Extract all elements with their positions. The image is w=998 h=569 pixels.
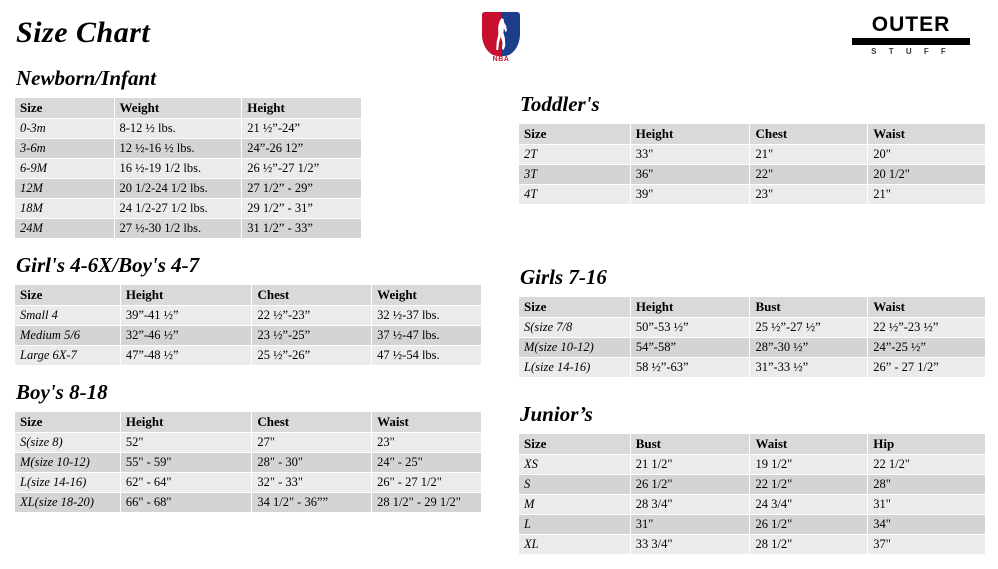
cell-value: 22 1/2" — [750, 475, 868, 495]
table-header-row — [519, 124, 986, 145]
table-header-row — [15, 98, 362, 119]
cell-value: 33" — [630, 145, 750, 165]
table-boys-8-18 — [14, 411, 482, 513]
section-title-toddlers: Toddler's — [520, 92, 600, 116]
table-juniors — [518, 433, 986, 555]
cell-value: 32 ½-37 lbs. — [372, 306, 482, 326]
cell-value: 26 1/2" — [750, 515, 868, 535]
table-row — [519, 145, 986, 165]
cell-value: 28" — [868, 475, 986, 495]
column-header: Height — [242, 98, 362, 119]
cell-value: 22 ½”-23” — [252, 306, 372, 326]
cell-value: 39”-41 ½” — [120, 306, 252, 326]
right-column-spacer — [518, 66, 996, 92]
cell-value: 25 ½”-26” — [252, 346, 372, 366]
cell-value: 62" - 64" — [120, 473, 251, 493]
cell-size: 24M — [15, 219, 115, 239]
outerstuff-logo-word: OUTER — [871, 13, 951, 36]
cell-value: 22 ½”-23 ½” — [868, 318, 986, 338]
column-header: Size — [519, 297, 631, 318]
table-row — [519, 495, 986, 515]
nba-logo-label: NBA — [492, 56, 510, 63]
cell-value: 21" — [868, 185, 986, 205]
cell-size: S(size 8) — [15, 433, 121, 453]
cell-value: 27 ½-30 1/2 lbs. — [114, 219, 242, 239]
table-row — [15, 433, 482, 453]
table-row — [15, 199, 362, 219]
table-girls-7-16 — [518, 296, 986, 378]
table-header-row — [519, 297, 986, 318]
column-header: Size — [519, 434, 631, 455]
column-header: Size — [15, 285, 121, 306]
cell-size: M — [519, 495, 631, 515]
outerstuff-logo-sub: S T U F F — [871, 47, 951, 56]
section-title-newborn-infant: Newborn/Infant — [16, 66, 157, 90]
column-header: Hip — [868, 434, 986, 455]
table-row — [519, 338, 986, 358]
cell-value: 34" — [868, 515, 986, 535]
cell-value: 37 ½-47 lbs. — [372, 326, 482, 346]
cell-value: 39" — [630, 185, 750, 205]
table-header-row — [15, 412, 482, 433]
cell-size: L(size 14-16) — [519, 358, 631, 378]
cell-value: 24”-26 12” — [242, 139, 362, 159]
cell-value: 37" — [868, 535, 986, 555]
cell-value: 32" - 33" — [252, 473, 372, 493]
left-column — [14, 66, 492, 569]
cell-value: 23 ½”-25” — [252, 326, 372, 346]
cell-value: 31" — [868, 495, 986, 515]
cell-value: 28" - 30" — [252, 453, 372, 473]
section-newborn-infant — [14, 66, 492, 239]
column-header: Height — [120, 285, 252, 306]
right-column — [518, 66, 996, 569]
cell-size: Medium 5/6 — [15, 326, 121, 346]
cell-value: 19 1/2" — [750, 455, 868, 475]
section-juniors — [518, 402, 996, 555]
cell-size: Large 6X-7 — [15, 346, 121, 366]
cell-value: 31" — [630, 515, 750, 535]
cell-size: 0-3m — [15, 119, 115, 139]
table-row — [15, 473, 482, 493]
column-header: Height — [630, 297, 750, 318]
cell-value: 50”-53 ½” — [630, 318, 750, 338]
cell-value: 21 1/2" — [630, 455, 750, 475]
cell-value: 34 1/2" - 36”” — [252, 493, 372, 513]
table-girls-4-6x-boys-4-7 — [14, 284, 482, 366]
cell-value: 23" — [372, 433, 482, 453]
cell-size: 3-6m — [15, 139, 115, 159]
cell-value: 52" — [120, 433, 251, 453]
cell-size: 6-9M — [15, 159, 115, 179]
column-header: Waist — [868, 124, 986, 145]
cell-value: 66" - 68" — [120, 493, 251, 513]
cell-value: 24”-25 ½” — [868, 338, 986, 358]
cell-value: 20 1/2-24 1/2 lbs. — [114, 179, 242, 199]
page-header — [14, 10, 984, 66]
column-header: Bust — [630, 434, 750, 455]
cell-value: 32”-46 ½” — [120, 326, 252, 346]
cell-value: 47 ½-54 lbs. — [372, 346, 482, 366]
cell-size: 4T — [519, 185, 631, 205]
section-title-girls-7-16: Girls 7-16 — [520, 265, 607, 289]
table-row — [15, 159, 362, 179]
table-row — [15, 346, 482, 366]
table-row — [519, 515, 986, 535]
cell-size: L — [519, 515, 631, 535]
cell-value: 27 1/2” - 29” — [242, 179, 362, 199]
cell-size: XS — [519, 455, 631, 475]
cell-value: 16 ½-19 1/2 lbs. — [114, 159, 242, 179]
column-header: Weight — [372, 285, 482, 306]
cell-value: 28”-30 ½” — [750, 338, 868, 358]
column-header: Weight — [114, 98, 242, 119]
cell-value: 20" — [868, 145, 986, 165]
table-row — [15, 179, 362, 199]
cell-size: M(size 10-12) — [15, 453, 121, 473]
section-boys-8-18 — [14, 380, 492, 513]
table-newborn-infant — [14, 97, 362, 239]
outerstuff-logo — [852, 14, 970, 56]
column-header: Bust — [750, 297, 868, 318]
cell-value: 28 1/2" - 29 1/2" — [372, 493, 482, 513]
table-row — [519, 318, 986, 338]
cell-value: 28 3/4" — [630, 495, 750, 515]
table-row — [519, 475, 986, 495]
cell-size: Small 4 — [15, 306, 121, 326]
table-row — [519, 165, 986, 185]
nba-player-silhouette-icon — [495, 18, 507, 50]
cell-value: 22 1/2" — [868, 455, 986, 475]
cell-size: S(size 7/8 — [519, 318, 631, 338]
column-header: Height — [120, 412, 251, 433]
cell-value: 24" - 25" — [372, 453, 482, 473]
cell-size: M(size 10-12) — [519, 338, 631, 358]
section-toddlers — [518, 92, 996, 205]
section-title-girls-4-6x-boys-4-7: Girl's 4-6X/Boy's 4-7 — [16, 253, 200, 277]
cell-size: XL — [519, 535, 631, 555]
table-row — [15, 493, 482, 513]
cell-size: XL(size 18-20) — [15, 493, 121, 513]
nba-shield-shape — [482, 12, 520, 56]
cell-value: 33 3/4" — [630, 535, 750, 555]
table-toddlers — [518, 123, 986, 205]
cell-value: 36" — [630, 165, 750, 185]
section-title-boys-8-18: Boy's 8-18 — [16, 380, 108, 404]
table-row — [15, 219, 362, 239]
table-header-row — [15, 285, 482, 306]
cell-value: 31”-33 ½” — [750, 358, 868, 378]
cell-value: 22" — [750, 165, 868, 185]
column-header: Chest — [252, 285, 372, 306]
cell-value: 21 ½”-24” — [242, 119, 362, 139]
cell-value: 12 ½-16 ½ lbs. — [114, 139, 242, 159]
section-girls-7-16 — [518, 265, 996, 378]
cell-size: 3T — [519, 165, 631, 185]
cell-value: 20 1/2" — [868, 165, 986, 185]
cell-value: 47”-48 ½” — [120, 346, 252, 366]
outerstuff-logo-bar — [852, 38, 970, 45]
column-header: Chest — [252, 412, 372, 433]
cell-size: 2T — [519, 145, 631, 165]
column-header: Size — [15, 98, 115, 119]
table-header-row — [519, 434, 986, 455]
cell-value: 58 ½”-63” — [630, 358, 750, 378]
column-header: Size — [519, 124, 631, 145]
table-row — [15, 306, 482, 326]
cell-value: 26 1/2" — [630, 475, 750, 495]
table-row — [15, 139, 362, 159]
cell-size: S — [519, 475, 631, 495]
column-header: Waist — [750, 434, 868, 455]
cell-size: L(size 14-16) — [15, 473, 121, 493]
table-row — [15, 453, 482, 473]
cell-value: 31 1/2” - 33” — [242, 219, 362, 239]
cell-value: 24 1/2-27 1/2 lbs. — [114, 199, 242, 219]
table-row — [519, 358, 986, 378]
page-title: Size Chart — [16, 16, 151, 49]
column-header: Waist — [372, 412, 482, 433]
table-row — [519, 455, 986, 475]
cell-size: 12M — [15, 179, 115, 199]
table-row — [15, 326, 482, 346]
cell-size: 18M — [15, 199, 115, 219]
table-row — [519, 535, 986, 555]
section-girls-4-6x-boys-4-7 — [14, 253, 492, 366]
cell-value: 28 1/2" — [750, 535, 868, 555]
cell-value: 26 ½”-27 1/2” — [242, 159, 362, 179]
table-row — [519, 185, 986, 205]
cell-value: 29 1/2” - 31” — [242, 199, 362, 219]
column-header: Waist — [868, 297, 986, 318]
cell-value: 23" — [750, 185, 868, 205]
column-header: Height — [630, 124, 750, 145]
cell-value: 24 3/4" — [750, 495, 868, 515]
chart-columns — [14, 66, 984, 569]
cell-value: 26” - 27 1/2” — [868, 358, 986, 378]
table-row — [15, 119, 362, 139]
cell-value: 54”-58” — [630, 338, 750, 358]
cell-value: 55" - 59" — [120, 453, 251, 473]
column-header: Size — [15, 412, 121, 433]
cell-value: 8-12 ½ lbs. — [114, 119, 242, 139]
column-header: Chest — [750, 124, 868, 145]
section-title-juniors: Junior’s — [520, 402, 593, 426]
nba-logo-icon — [480, 12, 522, 68]
cell-value: 26" - 27 1/2" — [372, 473, 482, 493]
cell-value: 25 ½”-27 ½” — [750, 318, 868, 338]
cell-value: 21" — [750, 145, 868, 165]
cell-value: 27" — [252, 433, 372, 453]
